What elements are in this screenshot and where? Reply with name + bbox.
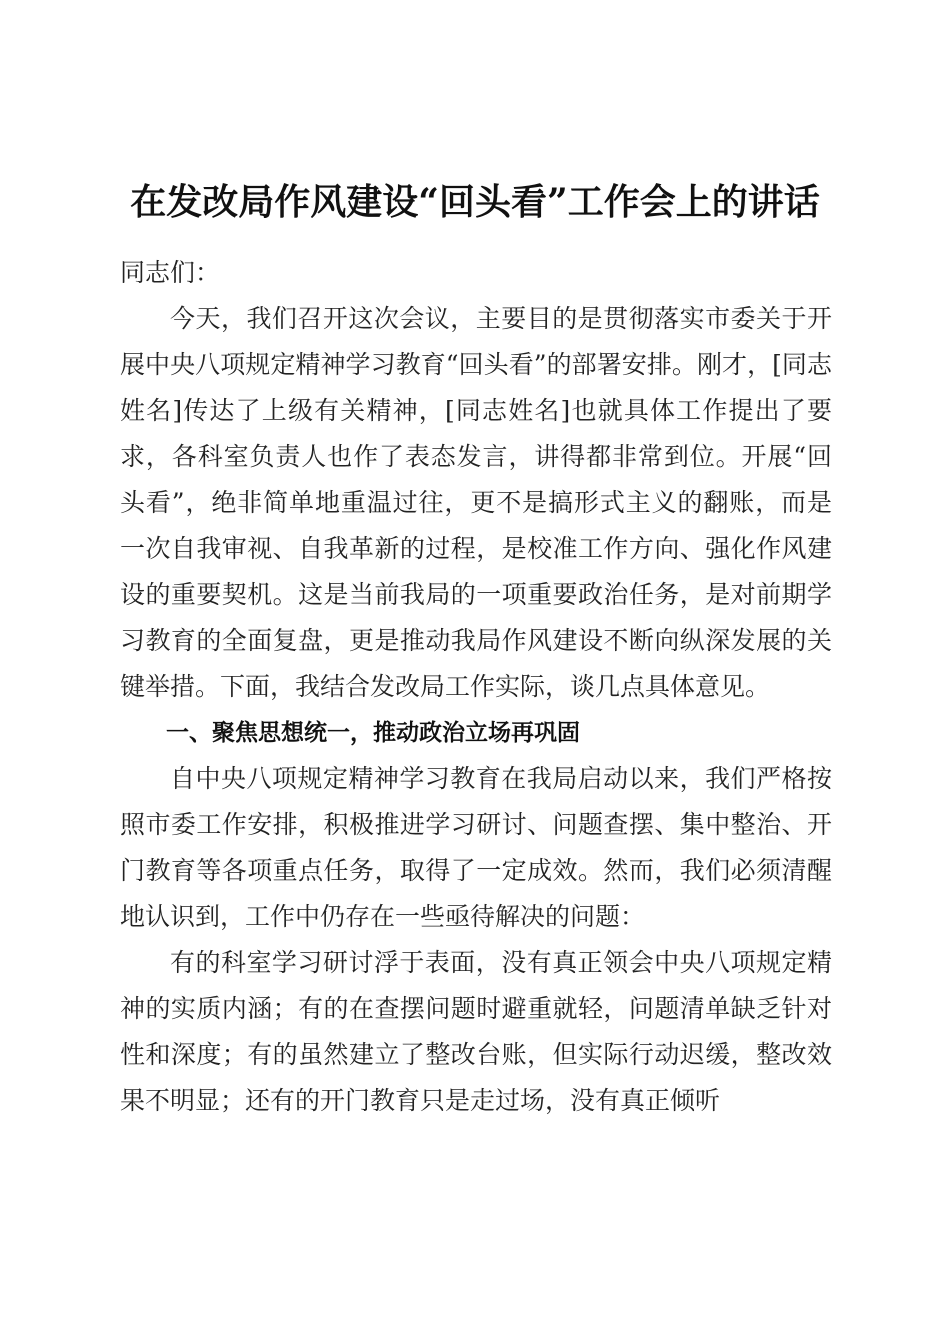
section-paragraph: 自中央八项规定精神学习教育在我局启动以来，我们严格按照市委工作安排，积极推进学习研讨、问题查摆、集中整治、开门教育等各项重点任务，取得了一定成效。然而，我们必须清醒地认识到，工作中仍存在一些亟待解决的问题： — [120, 764, 832, 931]
section-heading: 一、聚焦思想统一，推动政治立场再巩固 — [166, 720, 580, 746]
document-body — [120, 250, 832, 1124]
section-paragraph: 有的科室学习研讨浮于表面，没有真正领会中央八项规定精神的实质内涵；有的在查摆问题时避重就轻，问题清单缺乏针对性和深度；有的虽然建立了整改台账，但实际行动迟缓，整改效果不明显；还有的开门教育只是走过场，没有真正倾听 — [120, 948, 832, 1115]
document-title: 在发改局作风建设“回头看”工作会上的讲话 — [130, 181, 820, 223]
salutation: 同志们： — [120, 258, 221, 287]
opening-paragraph: 今天，我们召开这次会议，主要目的是贯彻落实市委关于开展中央八项规定精神学习教育“回头看”的部署安排。刚才，[同志姓名]传达了上级有关精神，[同志姓名]也就具体工作提出了要求，各科室负责人也作了表态发言，讲得都非常到位。开展“回头看”，绝非简单地重温过往，更不是搞形式主义的翻账，而是一次自我审视、自我革新的过程，是校准工作方向、强化作风建设的重要契机。这是当前我局的一项重要政治任务，是对前期学习教育的全面复盘，更是推动我局作风建设不断向纵深发展的关键举措。下面，我结合发改局工作实际，谈几点具体意见。 — [120, 304, 832, 701]
